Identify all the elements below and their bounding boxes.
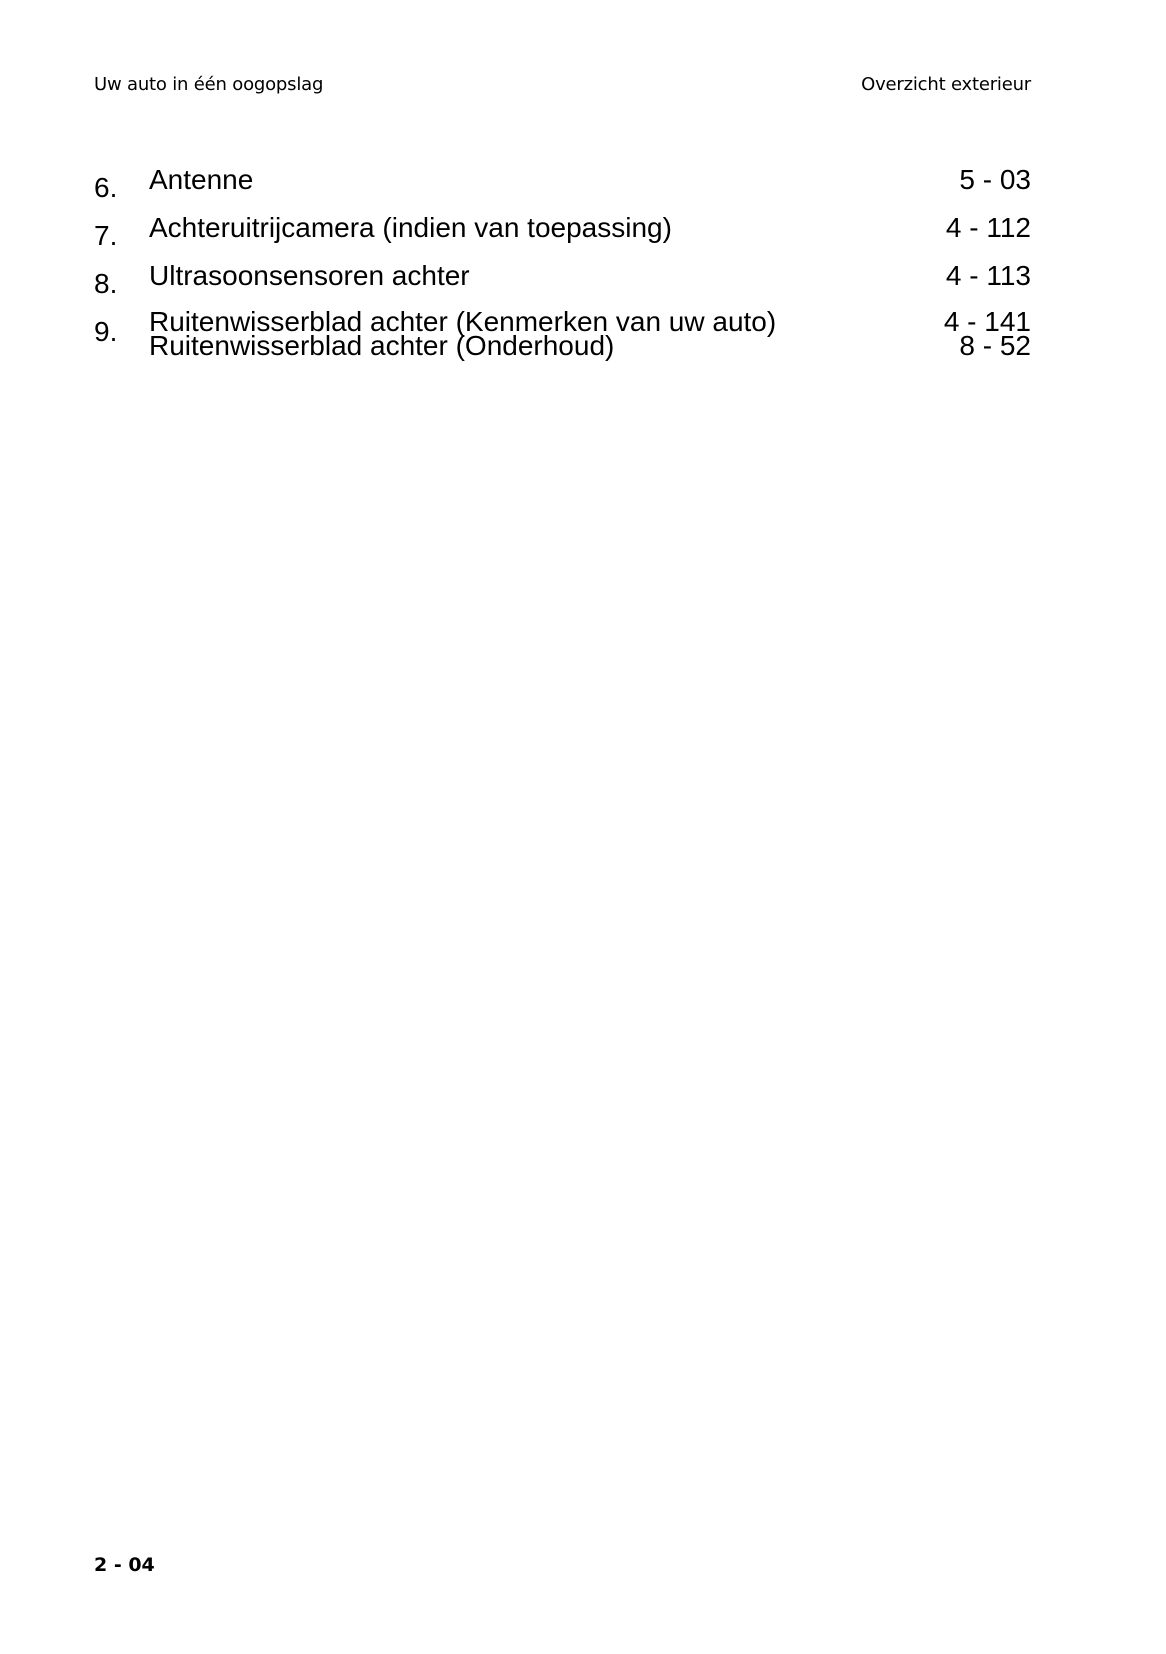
page-reference[interactable]: 4 - 113 — [945, 260, 1031, 291]
item-number: 8. — [94, 268, 118, 299]
page-reference[interactable]: 4 - 141 — [943, 306, 1031, 337]
item-label: Achteruitrijcamera (indien van toepassing) — [149, 212, 672, 243]
list-item — [94, 166, 1031, 210]
list-item — [94, 306, 1031, 366]
item-label: Antenne — [149, 164, 254, 195]
item-number: 9. — [94, 316, 118, 347]
page-header — [94, 72, 1031, 96]
item-line — [149, 262, 1031, 290]
list-item — [94, 262, 1031, 306]
item-number: 7. — [94, 220, 118, 251]
header-subsection-title: Overzicht exterieur — [861, 73, 1031, 95]
page-reference[interactable]: 8 - 52 — [959, 330, 1031, 361]
item-line — [149, 214, 1031, 242]
item-label: Ultrasoonsensoren achter — [149, 260, 470, 291]
item-label: Ruitenwisserblad achter (Kenmerken van uw auto) — [149, 306, 777, 337]
item-line — [149, 166, 1031, 194]
item-number: 6. — [94, 172, 118, 203]
header-section-title: Uw auto in één oogopslag — [94, 73, 324, 95]
item-line — [149, 330, 1031, 361]
page-reference[interactable]: 4 - 112 — [945, 212, 1031, 243]
item-label: Ruitenwisserblad achter (Onderhoud) — [149, 330, 615, 361]
reference-list — [94, 164, 1031, 361]
list-item — [94, 214, 1031, 258]
page-number: 2 - 04 — [94, 1554, 155, 1576]
page-reference[interactable]: 5 - 03 — [959, 164, 1031, 195]
